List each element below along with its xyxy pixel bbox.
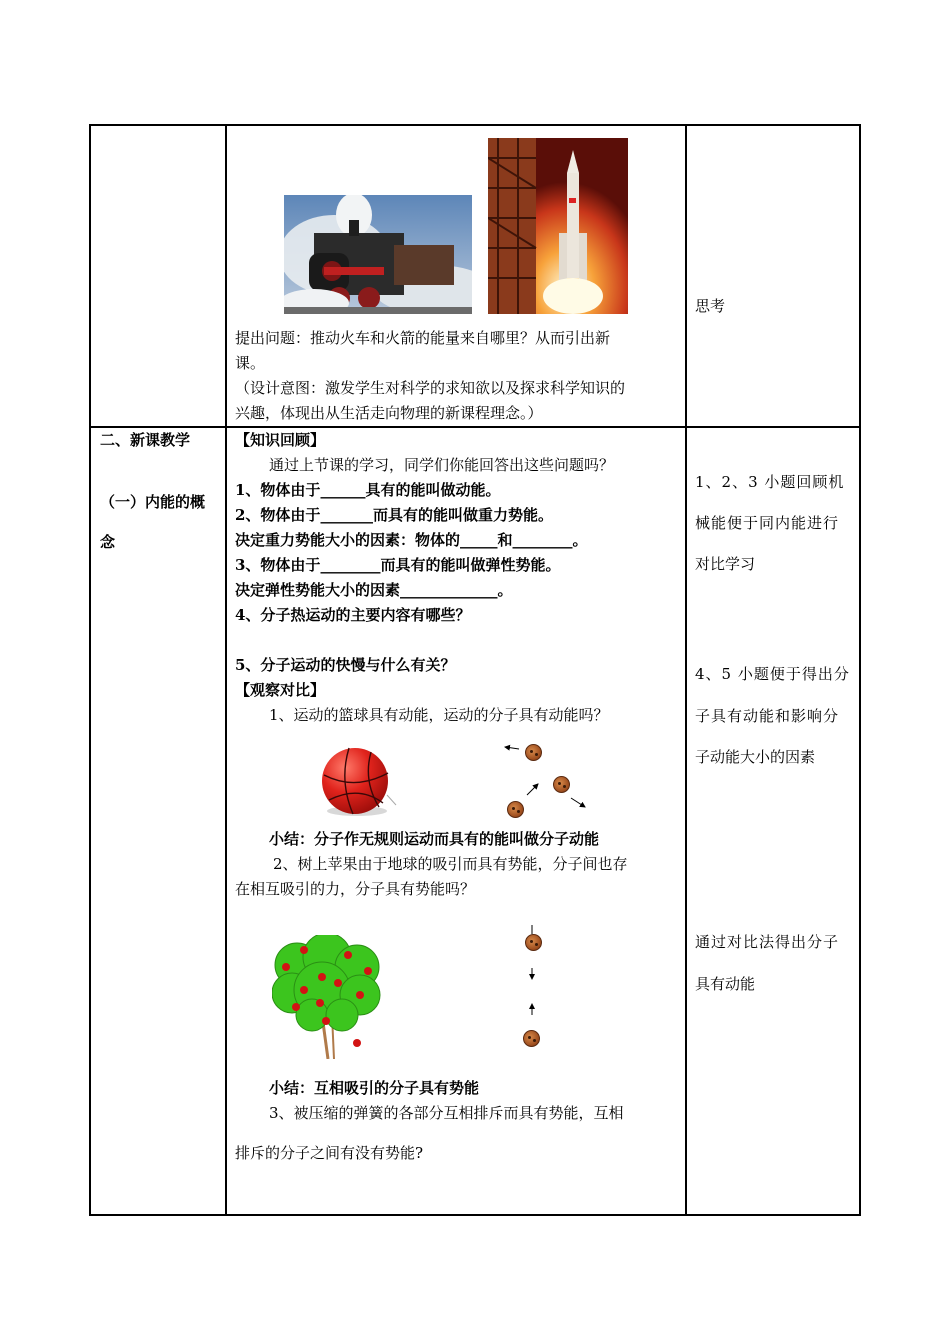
question-4: 4、分子热运动的主要内容有哪些？: [235, 606, 471, 624]
note-3-line-2: 具有动能: [695, 975, 756, 993]
subsection-title: （一）内能的概: [100, 493, 206, 511]
note-1-line-2: 械能便于同内能进行: [695, 514, 840, 532]
apple-tree-image: [272, 935, 384, 1059]
note-2-line-1: 4、5 小题便于得出分: [695, 665, 850, 683]
note-3-line-1: 通过对比法得出分子: [695, 933, 840, 951]
molecule: [523, 1030, 540, 1047]
subsection-title-cont: 念: [100, 533, 116, 551]
question-2: 2、物体由于_______而具有的能叫做重力势能。: [235, 506, 553, 524]
question-3: 3、物体由于________而具有的能叫做弹性势能。: [235, 556, 561, 574]
observe-compare-heading: 【观察对比】: [235, 681, 326, 699]
summary-kinetic: 小结：分子作无规则运动而具有的能叫做分子动能: [269, 830, 600, 848]
row1-line-4: 兴趣，体现出从生活走向物理的新课程理念。）: [235, 404, 543, 422]
review-intro: 通过上节课的学习，同学们你能回答出这些问题吗？: [269, 456, 615, 474]
motion-arrows: [495, 740, 595, 820]
row1-note: 思考: [695, 297, 726, 315]
summary-potential: 小结：互相吸引的分子具有势能: [269, 1079, 480, 1097]
section-title: 二、新课教学: [100, 431, 191, 449]
row1-line-1: 提出问题：推动火车和火箭的能量来自哪里？从而引出新: [235, 329, 611, 347]
compare-question-3-cont: 排斥的分子之间有没有势能?: [235, 1144, 424, 1162]
question-2-factors: 决定重力势能大小的因素：物体的_____和________。: [235, 531, 588, 549]
compare-question-1: 1、运动的篮球具有动能，运动的分子具有动能吗？: [269, 706, 609, 724]
rocket-launch-photo: [488, 138, 628, 314]
knowledge-review-heading: 【知识回顾】: [235, 431, 326, 449]
compare-question-2: 2、树上苹果由于地球的吸引而具有势能，分子间也存: [273, 855, 628, 873]
question-5: 5、分子运动的快慢与什么有关？: [235, 656, 456, 674]
col-divider-1: [225, 126, 227, 1214]
row-divider: [91, 426, 859, 428]
note-2-line-2: 子具有动能和影响分: [695, 707, 840, 725]
compare-question-2-cont: 在相互吸引的力，分子具有势能吗？: [235, 880, 476, 898]
col-divider-2: [685, 126, 687, 1214]
question-3-factors: 决定弹性势能大小的因素_____________。: [235, 581, 513, 599]
note-1-line-1: 1、2、3 小题回顾机: [695, 473, 845, 491]
steam-train-photo: [284, 195, 472, 314]
row1-line-2: 课。: [235, 354, 266, 372]
compare-question-3: 3、被压缩的弹簧的各部分互相排斥而具有势能，互相: [269, 1104, 624, 1122]
note-1-line-3: 对比学习: [695, 555, 756, 573]
row1-line-3: （设计意图：激发学生对科学的求知欲以及探求科学知识的: [235, 379, 626, 397]
basketball-image: [319, 745, 397, 819]
question-1: 1、物体由于______具有的能叫做动能。: [235, 481, 501, 499]
note-2-line-3: 子动能大小的因素: [695, 748, 816, 766]
attraction-arrows: [520, 925, 544, 1025]
